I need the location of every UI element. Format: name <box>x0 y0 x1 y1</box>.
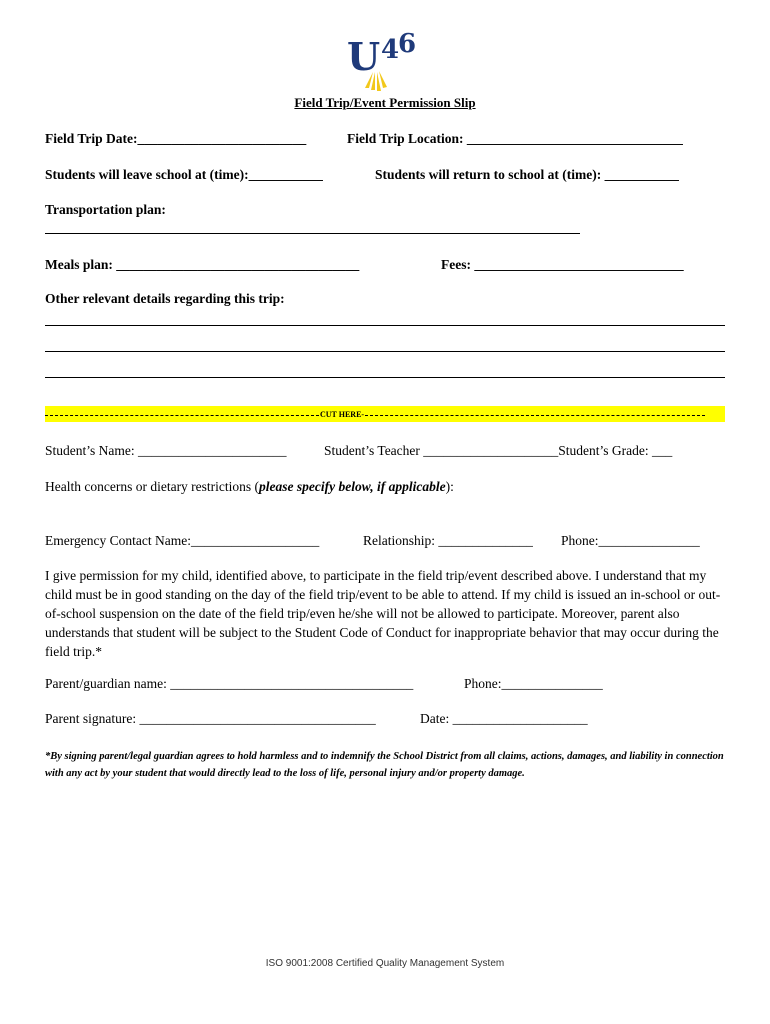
emergency-phone-label: Phone:_______________ <box>561 533 700 548</box>
student-name-label: Student’s Name: ______________________ <box>45 443 287 458</box>
emergency-contact-name-label: Emergency Contact Name:___________________ <box>45 533 320 548</box>
health-concerns-label <box>45 479 454 495</box>
other-details-label: Other relevant details regarding this trip: <box>45 291 285 306</box>
permission-statement: I give permission for my child, identified above, to participate in the field trip/event described above. I understand that my child must be in good standing on the day of the field trip/event to be able to attend. If my child is issued an in-school or out-of-school suspension on the date of the field trip/even he/she will not be allowed to participate. Moreover, parent also understands that student will be subject to the Student Code of Conduct for inappropriate behavior that may occur during the field trip.* <box>45 568 721 659</box>
fees-label: Fees: _______________________________ <box>441 257 684 272</box>
svg-text:6: 6 <box>398 29 417 59</box>
health-label-emphasis: please specify below, if applicable <box>259 479 446 494</box>
svg-text:U: U <box>347 34 381 79</box>
parent-signature-label: Parent signature: ___________________________________ <box>45 711 376 726</box>
details-line[interactable] <box>45 351 725 352</box>
form-title: Field Trip/Event Permission Slip <box>294 95 476 110</box>
field-trip-location-label: Field Trip Location: ________________________________ <box>347 131 683 146</box>
health-label-end: ): <box>445 479 454 494</box>
student-teacher-grade-label: Student’s Teacher ____________________Student’s Grade: ___ <box>324 443 673 458</box>
details-line[interactable] <box>45 325 725 326</box>
parent-name-label: Parent/guardian name: ____________________________________ <box>45 676 414 691</box>
return-time-label: Students will return to school at (time): ___________ <box>375 167 679 182</box>
transportation-plan-line[interactable] <box>45 233 580 234</box>
meals-plan-label: Meals plan: ____________________________________ <box>45 257 360 272</box>
details-line[interactable] <box>45 377 725 378</box>
leave-time-label: Students will leave school at (time):___________ <box>45 167 323 182</box>
cut-dash-left <box>45 415 319 416</box>
cut-here-label: CUT HERE- <box>320 410 365 420</box>
health-label-text: Health concerns or dietary restrictions ( <box>45 479 260 494</box>
field-trip-date-label: Field Trip Date:_________________________ <box>45 131 307 146</box>
u46-logo <box>343 28 423 94</box>
cut-here-divider <box>45 406 725 422</box>
svg-text:4: 4 <box>381 35 400 65</box>
signature-date-label: Date: ____________________ <box>420 711 588 726</box>
relationship-label: Relationship: ______________ <box>363 533 533 548</box>
parent-phone-label: Phone:_______________ <box>464 676 603 691</box>
liability-disclaimer: *By signing parent/legal guardian agrees to hold harmless and to indemnify the School District from all claims, actions, damages, and liability in connection with any act by your student that would directly lead to the loss of life, personal injury and/or property damage. <box>45 751 724 779</box>
iso-certification-footer: ISO 9001:2008 Certified Quality Management System <box>265 958 505 969</box>
cut-dash-right <box>365 415 705 416</box>
transportation-plan-label: Transportation plan: <box>45 202 166 217</box>
